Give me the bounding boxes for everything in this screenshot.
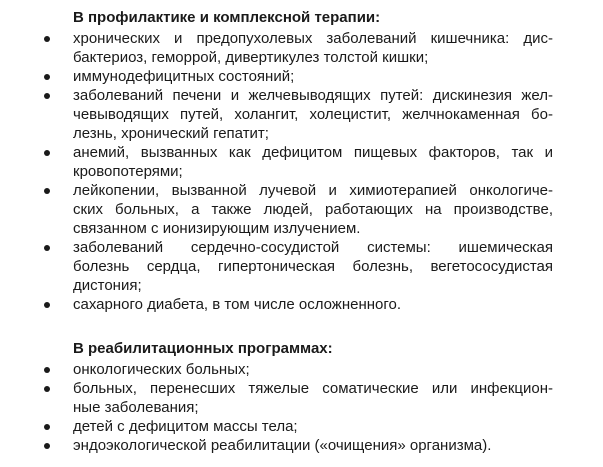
list-item-line: ских больных, а также людей, работающих на производстве, <box>73 201 553 218</box>
list-item <box>0 86 553 143</box>
bullet-icon <box>44 443 50 449</box>
list-item <box>0 436 553 455</box>
list-item-line: сахарного диабета, в том числе осложненного. <box>73 296 402 313</box>
list-item-line: хронических и предопухолевых заболеваний кишечника: дис- <box>73 30 553 47</box>
bullet-icon <box>44 74 50 80</box>
rehabilitation-section <box>0 339 603 455</box>
bullet-list <box>0 360 603 455</box>
bullet-icon <box>44 36 50 42</box>
list-item <box>0 181 553 238</box>
bullet-list <box>0 29 603 314</box>
list-item-line: заболеваний печени и желчевыводящих путей: дискинезия жел- <box>73 87 553 104</box>
list-item-line: бактериоз, геморрой, дивертикулез толстой кишки; <box>73 49 429 66</box>
list-item <box>0 238 553 295</box>
list-item-line: лезнь, хронический гепатит; <box>73 125 269 142</box>
list-item <box>0 417 553 436</box>
list-item-line: иммунодефицитных состояний; <box>73 68 295 85</box>
list-item-line: больных, перенесших тяжелые соматические или инфекцион- <box>73 380 553 397</box>
list-item-line: кровопотерями; <box>73 163 183 180</box>
bullet-icon <box>44 93 50 99</box>
section-heading: В профилактике и комплексной терапии: <box>73 9 381 26</box>
list-item-line: анемий, вызванных как дефицитом пищевых факторов, так и <box>73 144 553 161</box>
list-item-line: лейкопении, вызванной лучевой и химиотерапией онкологиче- <box>73 182 553 199</box>
list-item <box>0 143 553 181</box>
list-item <box>0 379 553 417</box>
bullet-icon <box>44 150 50 156</box>
list-item <box>0 29 553 67</box>
list-item <box>0 295 553 314</box>
bullet-icon <box>44 188 50 194</box>
list-item-line: эндоэкологической реабилитации («очищения» организма). <box>73 437 492 454</box>
list-item-line: связанном с ионизирующим излучением. <box>73 220 361 237</box>
list-item-line: детей с дефицитом массы тела; <box>73 418 298 435</box>
list-item-line: ные заболевания; <box>73 399 199 416</box>
bullet-icon <box>44 245 50 251</box>
list-item-line: заболеваний сердечно-сосудистой системы: ишемическая <box>73 239 553 256</box>
list-item-line: болезнь сердца, гипертоническая болезнь, вегетососудистая <box>73 258 553 275</box>
section-heading: В реабилитационных программах: <box>73 340 333 357</box>
list-item <box>0 67 553 86</box>
bullet-icon <box>44 302 50 308</box>
therapy-section <box>0 8 603 314</box>
bullet-icon <box>44 367 50 373</box>
list-item <box>0 360 553 379</box>
list-item-line: чевыводящих путей, холангит, холецистит, желчнокаменная бо- <box>73 106 553 123</box>
bullet-icon <box>44 424 50 430</box>
list-item-line: онкологических больных; <box>73 361 250 378</box>
list-item-line: дистония; <box>73 277 142 294</box>
bullet-icon <box>44 386 50 392</box>
